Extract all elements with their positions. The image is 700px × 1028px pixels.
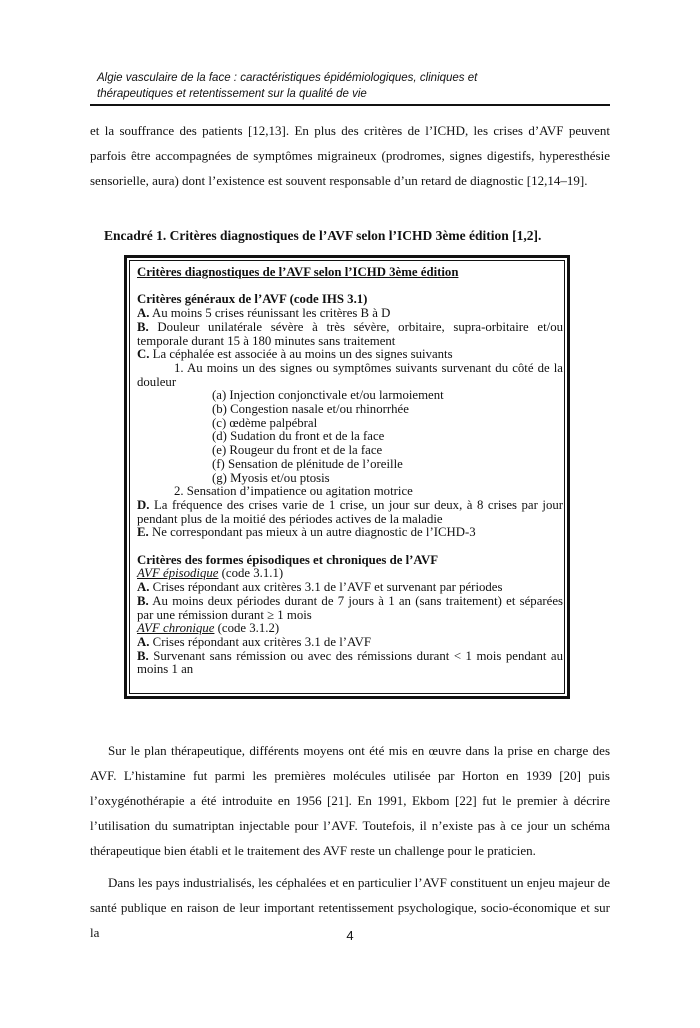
running-header [97,70,607,102]
episodic-code: (code 3.1.1) [218,566,284,581]
box-title: Critères diagnostiques de l’AVF selon l’ICHD 3ème édition [137,265,459,279]
chronic-heading [137,622,563,636]
episodic-heading [137,567,563,581]
chronic-b-text: Survenant sans rémission ou avec des rémissions durant < 1 mois pendant au moins 1 an [137,648,563,677]
running-header-line-1: Algie vasculaire de la face : caractéristiques épidémiologiques, cliniques et [97,72,478,84]
criterion-c-text: La céphalée est associée à au moins un des signes suivants [149,347,453,362]
episodic-criterion-a [137,581,563,595]
criterion-e-text: Ne correspondant pas mieux à un autre diagnostic de l’ICHD-3 [148,525,476,540]
sign-c: (c) œdème palpébral [212,415,318,430]
episodic-name: AVF épisodique [137,566,219,581]
general-criteria-title: Critères généraux de l’AVF (code IHS 3.1) [137,292,368,307]
criterion-a [137,307,563,321]
intro-paragraph: et la souffrance des patients [12,13]. En plus des critères de l’ICHD, les crises d’AVF peuvent parfois être accompagnées de symptômes migraineux (prodromes, signes digestifs, hyperesthésie sensorielle, aura) dont l’existence est souvent responsable d’un retard de diagnostic [12,14–19]. [90,123,610,188]
criterion-c1: 1. Au moins un des signes ou symptômes suivants survenant du côté de la douleur [137,360,563,389]
chronic-criterion-b [137,650,563,677]
sign-a: (a) Injection conjonctivale et/ou larmoiement [212,388,444,403]
criterion-c-label: C. [137,347,150,362]
criterion-e [137,526,563,540]
chronic-a-label: A. [137,634,150,649]
chronic-criterion-a [137,636,563,650]
chronic-a-text: Crises répondant aux critères 3.1 de l’AVF [149,634,371,649]
sign-d: (d) Sudation du front et de la face [212,429,385,444]
criterion-c [137,348,563,362]
sign-g: (g) Myosis et/ou ptosis [212,470,330,485]
sign-e: (e) Rougeur du front et de la face [212,443,383,458]
criteria-box [137,266,563,677]
criterion-d-label: D. [137,497,150,512]
criterion-d [137,499,563,526]
chronic-name: AVF chronique [137,621,215,636]
criterion-a-text: Au moins 5 crises réunissant les critères B à D [149,306,391,321]
box-caption: Encadré 1. Critères diagnostiques de l’AVF selon l’ICHD 3ème édition [1,2]. [104,228,542,243]
chronic-b-label: B. [137,648,149,663]
episodic-a-label: A. [137,580,150,595]
episodic-a-text: Crises répondant aux critères 3.1 de l’AVF et survenant par périodes [149,580,503,595]
chronic-code: (code 3.1.2) [214,621,280,636]
criterion-e-label: E. [137,525,149,540]
criterion-c2: 2. Sensation d’impatience ou agitation motrice [174,484,413,499]
criterion-a-label: A. [137,306,150,321]
public-health-paragraph: Dans les pays industrialisés, les céphalées et en particulier l’AVF constituent un enjeu majeur de santé publique en raison de leur important retentissement psychologique, socio-économique et sur la [90,875,610,940]
page-number: 4 [346,928,354,943]
running-header-line-2: thérapeutiques et retentissement sur la qualité de vie [97,88,367,100]
episodic-criterion-b [137,595,563,622]
sign-b: (b) Congestion nasale et/ou rhinorrhée [212,402,409,417]
episodic-b-label: B. [137,593,149,608]
sign-f: (f) Sensation de plénitude de l’oreille [212,456,403,471]
episodic-b-text: Au moins deux périodes durant de 7 jours à 1 an (sans traitement) et séparées par une rémission durant ≥ 1 mois [137,593,563,622]
header-rule [90,104,610,106]
forms-criteria-title: Critères des formes épisodiques et chroniques de l’AVF [137,552,439,567]
therapeutic-paragraph: Sur le plan thérapeutique, différents moyens ont été mis en œuvre dans la prise en charge des AVF. L’histamine fut parmi les premières molécules utilisée par Horton en 1939 [20] puis l’oxygénothérapie a été introduite en 1956 [21]. En 1991, Ekbom [22] fut le premier à décrire l’utilisation du sumatriptan injectable pour l’AVF. Toutefois, il n’existe pas à ce jour un schéma thérapeutique bien établi et le traitement des AVF reste un challenge pour le praticien. [90,743,610,858]
criterion-b-label: B. [137,319,149,334]
criterion-b [137,321,563,348]
criterion-b-text: Douleur unilatérale sévère à très sévère, orbitaire, supra-orbitaire et/ou temporale durant 15 à 180 minutes sans traitement [137,319,563,348]
criterion-d-text: La fréquence des crises varie de 1 crise, un jour sur deux, à 8 crises par jour pendant plus de la moitié des périodes actives de la maladie [137,497,563,526]
